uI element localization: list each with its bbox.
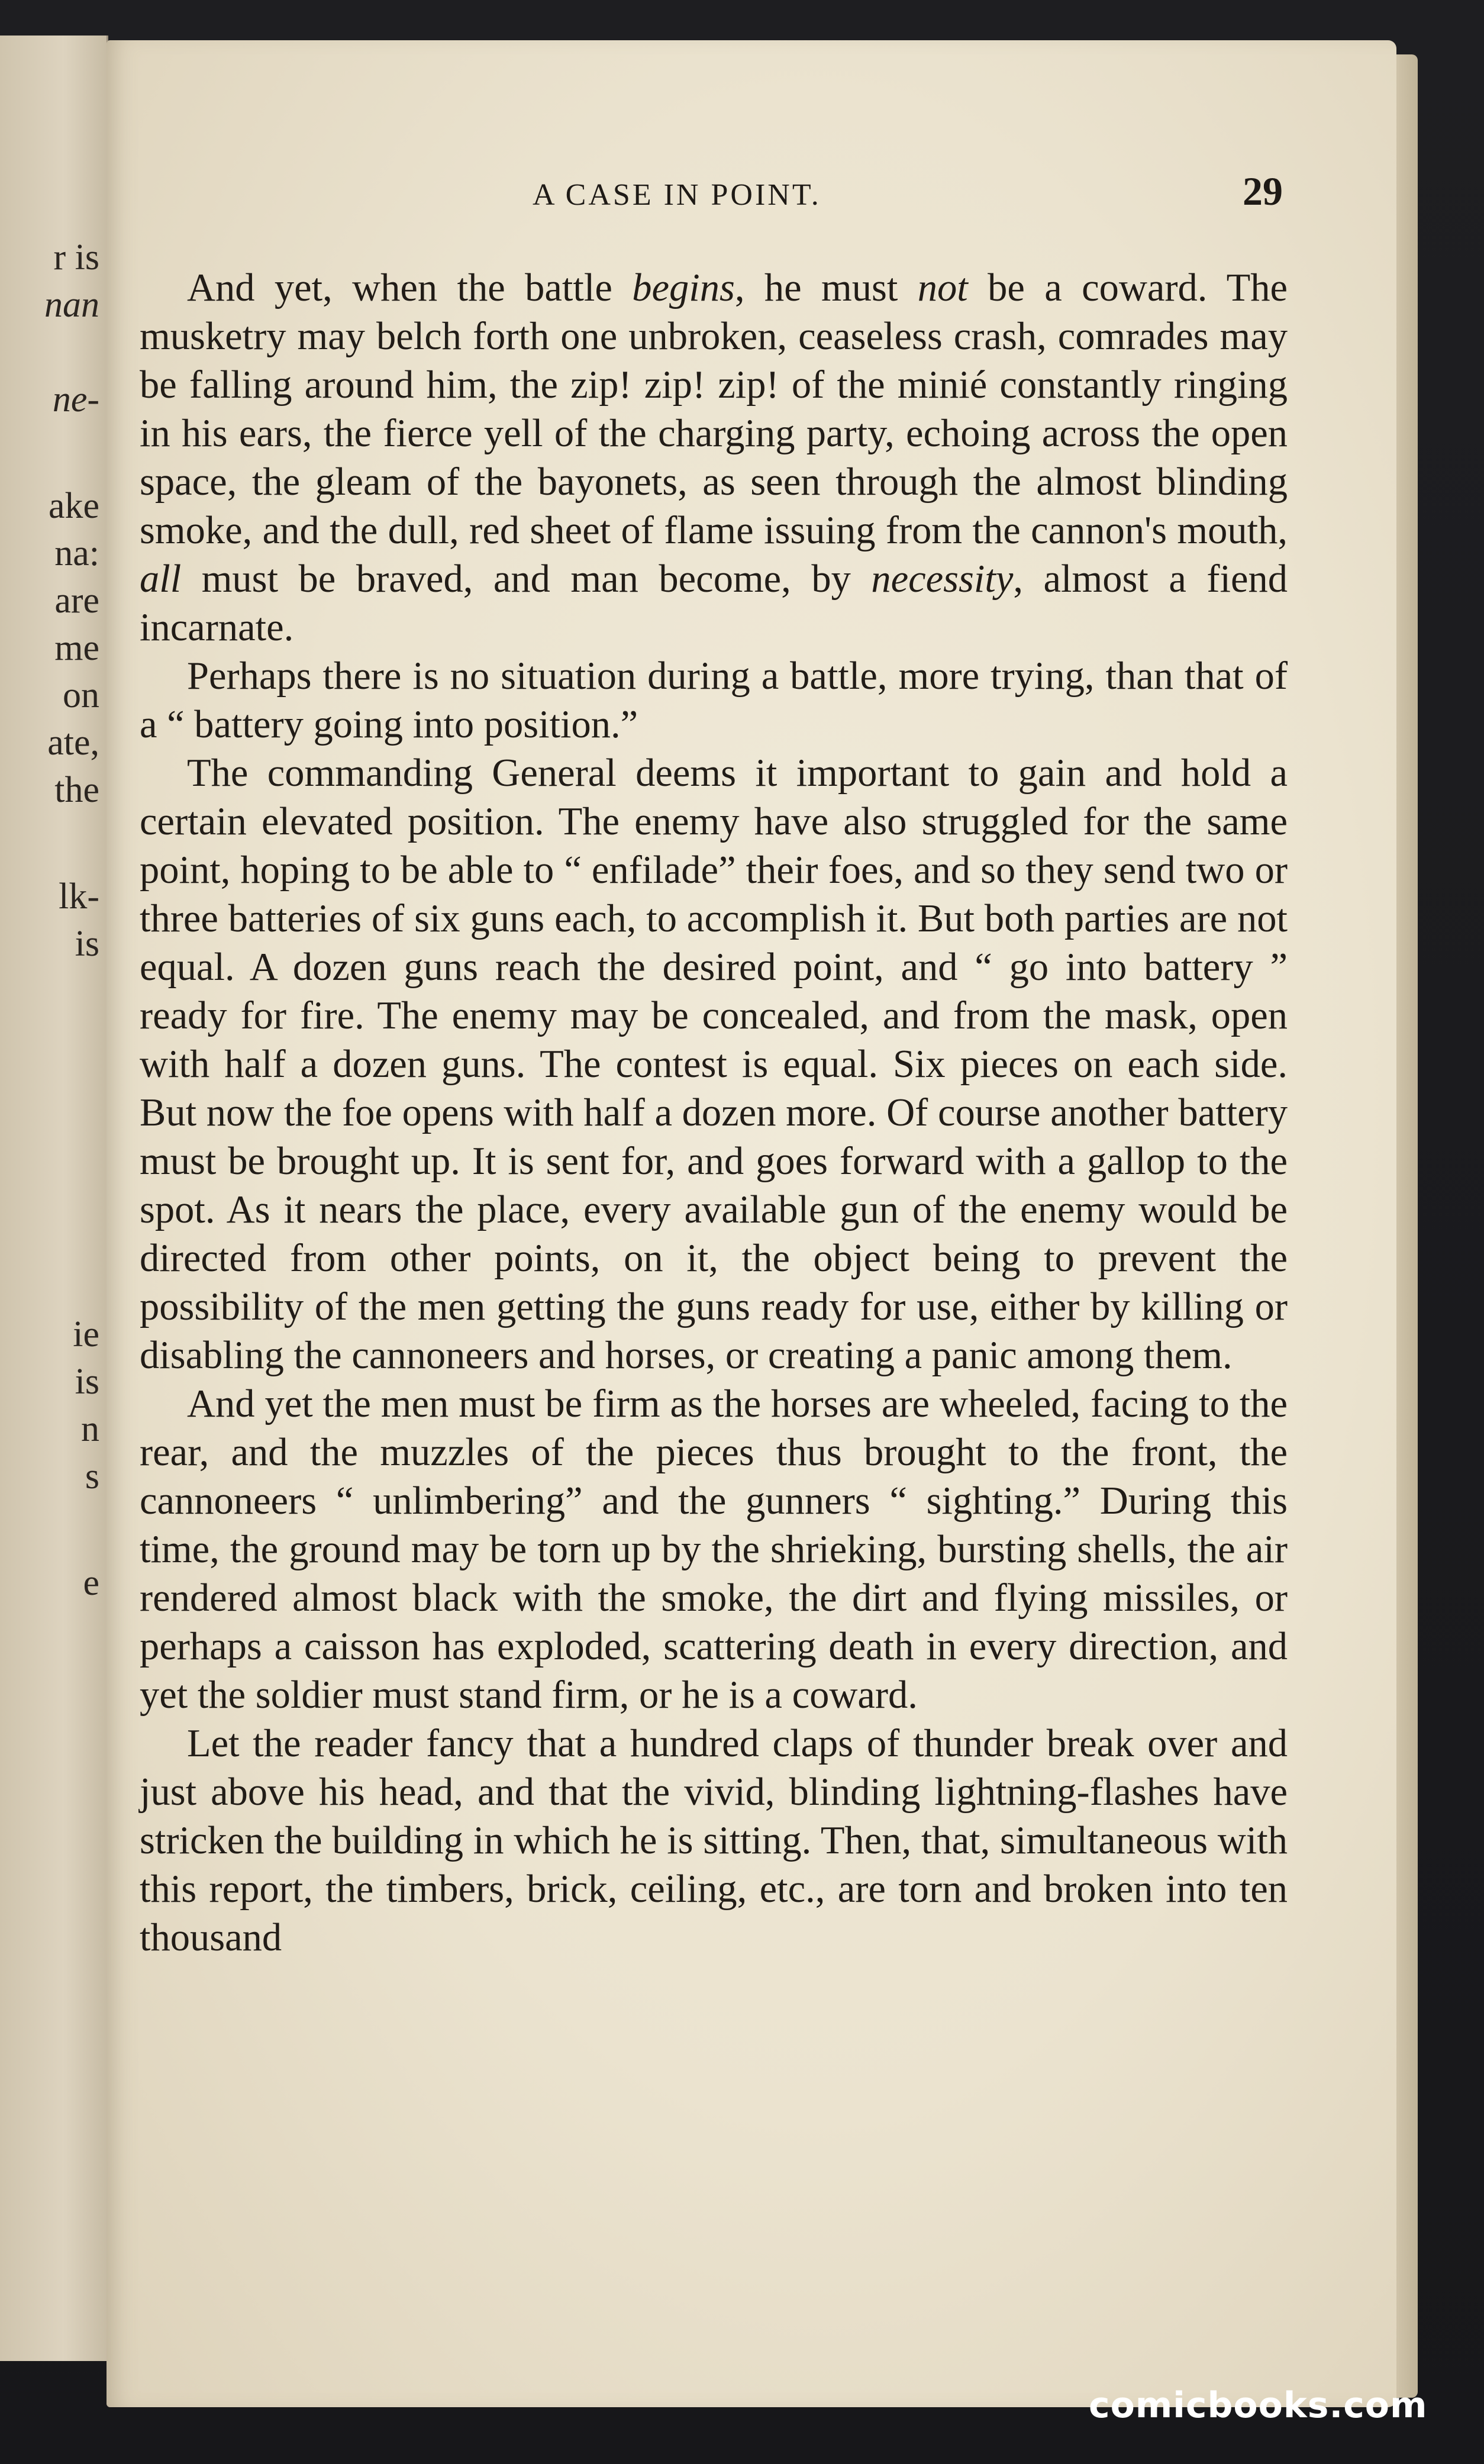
text-run: Let the reader fancy that a hundred claps of thunder break over and just above his head, and that the vivid, blinding lightning-flashes have stricken the building in which he is sitting. Then, that, simultaneous with this report, the timbers, brick, ceiling, etc., are torn and broken into ten thousand [140, 1722, 1288, 1959]
text-run: be a coward. The musketry may belch forth one unbroken, ceaseless crash, comrades may be falling around him, the zip! zip! zip! of the minié constantly ringing in his ears, the fierce yell of the charging party, echoing across the open space, the gleam of the bayonets, as seen through the almost blinding smoke, and the dull, red sheet of flame issuing from the cannon's mouth, [140, 266, 1288, 552]
text-run: , he must [734, 266, 918, 309]
paragraph [140, 264, 1288, 652]
italic-text: begins [632, 266, 735, 309]
facing-page-fragment: na: [54, 533, 99, 573]
page-number: 29 [1243, 169, 1283, 214]
facing-page-fragment: nan [44, 285, 99, 325]
text-run: , almost a fiend incarnate. [140, 557, 1288, 649]
italic-text: not [917, 266, 968, 309]
page-body-text [140, 264, 1288, 1962]
facing-page-fragment: the [54, 770, 99, 810]
facing-page-fragment: ie [73, 1314, 99, 1354]
facing-page-fragment: ate, [47, 723, 99, 763]
text-run: And yet, when the battle [187, 266, 633, 309]
facing-page-fragment: me [54, 628, 99, 668]
facing-page-fragment: is [75, 924, 99, 964]
paragraph [140, 749, 1288, 1380]
text-run: The commanding General deems it important to gain and hold a certain elevated position. The enemy have also struggled for the same point, hoping to be able to “ enfilade” their foes, and so they send two or three batteries of six guns each, to accomplish it. But both parties are not equal. A dozen guns reach the desired point, and “ go into battery ” ready for fire. The enemy may be concealed, and from the mask, open with half a dozen guns. The contest is equal. Six pieces on each side. But now the foe opens with half a dozen more. Of course another battery must be brought up. It is sent for, and goes forward with a gallop to the spot. As it nears the place, every available gun of the enemy would be directed from other points, on it, the object being to prevent the possibility of the men getting the guns ready for use, either by killing or disabling the cannoneers and horses, or creating a panic among them. [140, 752, 1288, 1377]
facing-page-fragment: is [75, 1362, 99, 1402]
watermark-text: comicbooks.com [1089, 2385, 1428, 2426]
facing-page-fragment: lk- [59, 876, 99, 917]
facing-page-fragment: s [85, 1456, 99, 1497]
text-run: And yet the men must be firm as the horses are wheeled, facing to the rear, and the muzzles of the pieces thus brought to the front, the cannoneers “ unlimbering” and the gunners “ sighting.” During this time, the ground may be torn up by the shrieking, bursting shells, the air rendered almost black with the smoke, the dirt and flying missiles, or perhaps a caisson has exploded, scattering death in every direction, and yet the soldier must stand firm, or he is a coward. [140, 1382, 1288, 1717]
italic-text: all [140, 557, 182, 601]
facing-page-fragment: on [63, 675, 99, 715]
facing-page-fragment: ake [48, 486, 99, 526]
italic-text: necessity [871, 557, 1014, 601]
paragraph [140, 652, 1288, 749]
paragraph [140, 1380, 1288, 1720]
facing-page-fragment: are [54, 580, 99, 621]
page-edge [1396, 54, 1418, 2398]
paragraph [140, 1720, 1288, 1962]
facing-page-fragment: ne- [52, 379, 99, 420]
text-run: Perhaps there is no situation during a battle, more trying, than that of a “ battery going into position.” [140, 654, 1288, 746]
facing-page-fragment: r is [53, 237, 99, 278]
running-head: A CASE IN POINT. [533, 178, 821, 212]
facing-page-fragment: e [83, 1563, 99, 1603]
text-run: must be braved, and man become, by [181, 557, 872, 601]
facing-page-fragment: n [81, 1409, 99, 1449]
facing-page-edge [0, 36, 108, 2361]
